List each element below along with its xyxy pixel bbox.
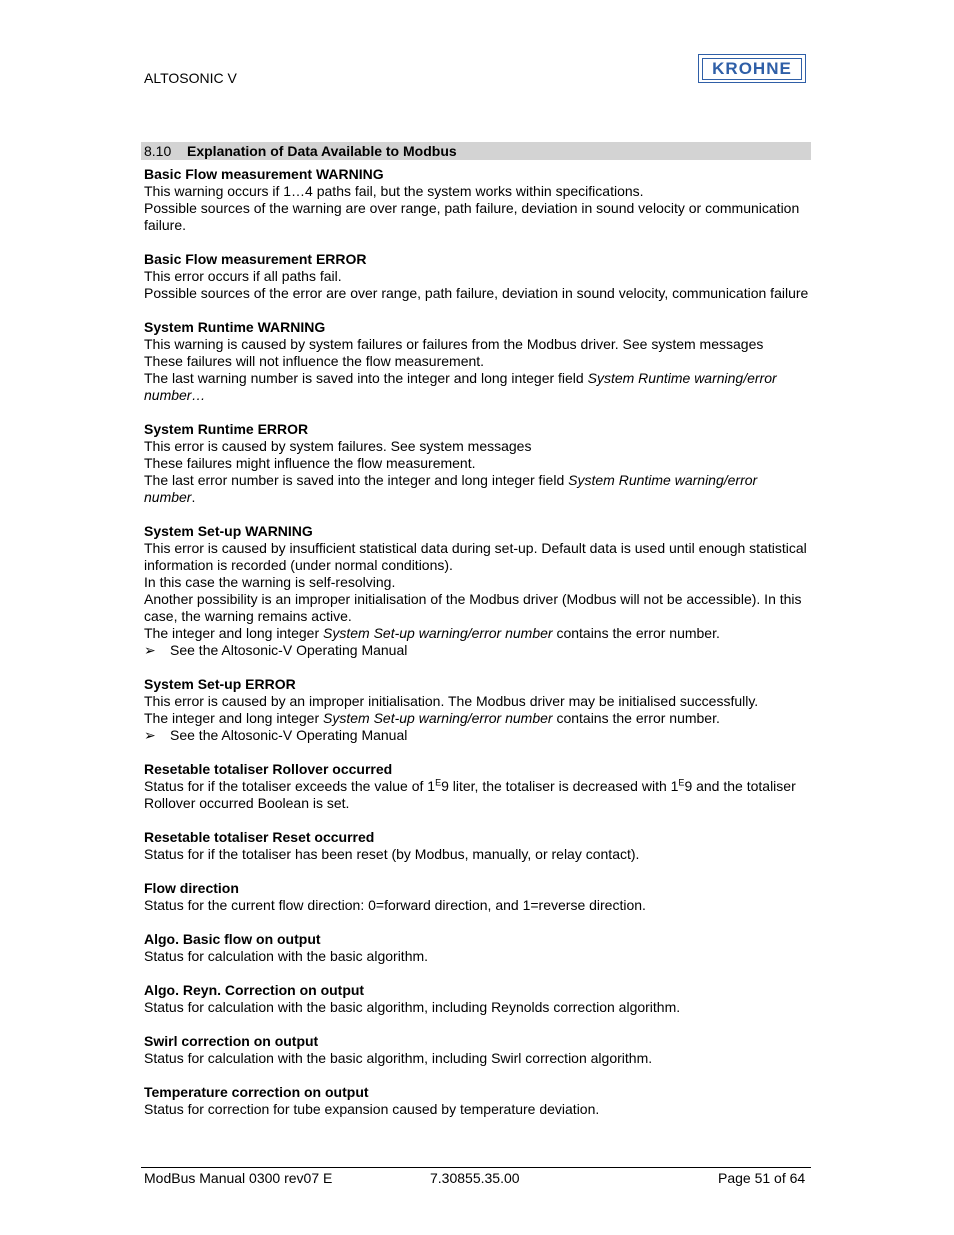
field-reference-name: System Set-up warning/error number bbox=[323, 625, 553, 641]
section-heading bbox=[141, 142, 811, 160]
block-text-line: These failures might influence the flow measurement. bbox=[144, 455, 476, 471]
content-block bbox=[144, 421, 812, 506]
block-heading: Algo. Basic flow on output bbox=[144, 931, 321, 947]
content-block bbox=[144, 982, 812, 1016]
exponent-marker: E bbox=[435, 777, 442, 788]
content-block bbox=[144, 761, 812, 812]
footer-document-number: 7.30855.35.00 bbox=[430, 1170, 520, 1186]
footer-manual-name: ModBus Manual 0300 rev07 E bbox=[144, 1170, 333, 1186]
arrow-bullet-icon: ➢ bbox=[144, 727, 156, 743]
block-heading: Algo. Reyn. Correction on output bbox=[144, 982, 365, 998]
block-text-line: This error is caused by insufficient statistical data during set-up. Default data is used until enough statistical information is recorded (under normal conditions). bbox=[144, 540, 807, 573]
exponent-marker: E bbox=[678, 777, 685, 788]
rollover-text-b: 9 liter, the totaliser is decreased with 1 bbox=[441, 778, 679, 794]
block-text-line: Status for calculation with the basic algorithm. bbox=[144, 948, 429, 964]
section-title: Explanation of Data Available to Modbus bbox=[187, 143, 457, 159]
content-block bbox=[144, 1033, 812, 1067]
field-reference-prefix: The last error number is saved into the integer and long integer field bbox=[144, 472, 569, 488]
bullet-text: See the Altosonic-V Operating Manual bbox=[170, 727, 408, 743]
field-reference-name: System Set-up warning/error number bbox=[323, 710, 553, 726]
block-text-line: Status for correction for tube expansion caused by temperature deviation. bbox=[144, 1101, 600, 1117]
content-block bbox=[144, 931, 812, 965]
field-reference-name: System Runtime warning/error number bbox=[144, 472, 758, 505]
block-text-line: Status for calculation with the basic algorithm, including Reynolds correction algorithm. bbox=[144, 999, 681, 1015]
block-text-line: Status for the current flow direction: 0=forward direction, and 1=reverse direction. bbox=[144, 897, 646, 913]
rollover-text-c: 9 and the totaliser Rollover occurred Boolean is set. bbox=[144, 778, 796, 811]
block-text-line: This warning occurs if 1…4 paths fail, but the system works within specifications. bbox=[144, 183, 644, 199]
content-block bbox=[144, 829, 812, 863]
block-text-line: Status for if the totaliser has been reset (by Modbus, manually, or relay contact). bbox=[144, 846, 640, 862]
content-block bbox=[144, 251, 812, 302]
block-text-line: This error is caused by system failures. See system messages bbox=[144, 438, 532, 454]
field-reference-suffix: contains the error number. bbox=[552, 710, 720, 726]
field-reference-line bbox=[144, 370, 812, 404]
bullet-item bbox=[144, 642, 812, 659]
content-block bbox=[144, 166, 812, 234]
rollover-text-a: Status for if the totaliser exceeds the value of 1 bbox=[144, 778, 436, 794]
block-text-line: In this case the warning is self-resolving. bbox=[144, 574, 396, 590]
bullet-item bbox=[144, 727, 812, 744]
bullet-text: See the Altosonic-V Operating Manual bbox=[170, 642, 408, 658]
logo-text: KROHNE bbox=[712, 58, 792, 78]
block-heading: Basic Flow measurement WARNING bbox=[144, 166, 384, 182]
content-block bbox=[144, 880, 812, 914]
arrow-bullet-icon: ➢ bbox=[144, 642, 156, 658]
block-text-line: These failures will not influence the flow measurement. bbox=[144, 353, 485, 369]
field-reference-prefix: The integer and long integer bbox=[144, 710, 324, 726]
block-heading: System Set-up WARNING bbox=[144, 523, 313, 539]
block-text-line: This warning is caused by system failures or failures from the Modbus driver. See system messages bbox=[144, 336, 764, 352]
field-reference-suffix: . bbox=[191, 489, 196, 505]
block-heading: System Runtime ERROR bbox=[144, 421, 309, 437]
block-heading: Temperature correction on output bbox=[144, 1084, 369, 1100]
field-reference-name: System Runtime warning/error number… bbox=[144, 370, 777, 403]
field-reference-line bbox=[144, 710, 812, 727]
block-text-line: Another possibility is an improper initialisation of the Modbus driver (Modbus will not be accessible). In this case, the warning remains active. bbox=[144, 591, 802, 624]
footer-page-number: Page 51 of 64 bbox=[718, 1170, 806, 1186]
krohne-logo bbox=[698, 54, 806, 83]
block-heading: Basic Flow measurement ERROR bbox=[144, 251, 367, 267]
block-heading: System Set-up ERROR bbox=[144, 676, 296, 692]
block-heading: Swirl correction on output bbox=[144, 1033, 319, 1049]
content-block bbox=[144, 319, 812, 404]
content-block bbox=[144, 523, 812, 659]
block-heading: Resetable totaliser Reset occurred bbox=[144, 829, 375, 845]
block-text-line: Status for calculation with the basic algorithm, including Swirl correction algorithm. bbox=[144, 1050, 653, 1066]
block-text-line: This error is caused by an improper initialisation. The Modbus driver may be initialised successfully. bbox=[144, 693, 759, 709]
block-text-line: Possible sources of the warning are over range, path failure, deviation in sound velocity or communication failure. bbox=[144, 200, 800, 233]
field-reference-suffix: contains the error number. bbox=[552, 625, 720, 641]
field-reference-prefix: The integer and long integer bbox=[144, 625, 324, 641]
field-reference-line bbox=[144, 472, 812, 506]
content-block bbox=[144, 1084, 812, 1118]
document-header-product: ALTOSONIC V bbox=[144, 70, 237, 86]
block-text-line: Possible sources of the error are over range, path failure, deviation in sound velocity, communication failure bbox=[144, 285, 809, 301]
document-body bbox=[144, 166, 812, 1135]
footer-divider bbox=[141, 1167, 811, 1168]
block-heading: Resetable totaliser Rollover occurred bbox=[144, 761, 393, 777]
rollover-text bbox=[144, 778, 812, 812]
content-block bbox=[144, 676, 812, 744]
section-number: 8.10 bbox=[144, 143, 172, 159]
field-reference-line bbox=[144, 625, 812, 642]
block-heading: System Runtime WARNING bbox=[144, 319, 326, 335]
block-heading: Flow direction bbox=[144, 880, 239, 896]
field-reference-prefix: The last warning number is saved into the integer and long integer field bbox=[144, 370, 588, 386]
block-text-line: This error occurs if all paths fail. bbox=[144, 268, 342, 284]
